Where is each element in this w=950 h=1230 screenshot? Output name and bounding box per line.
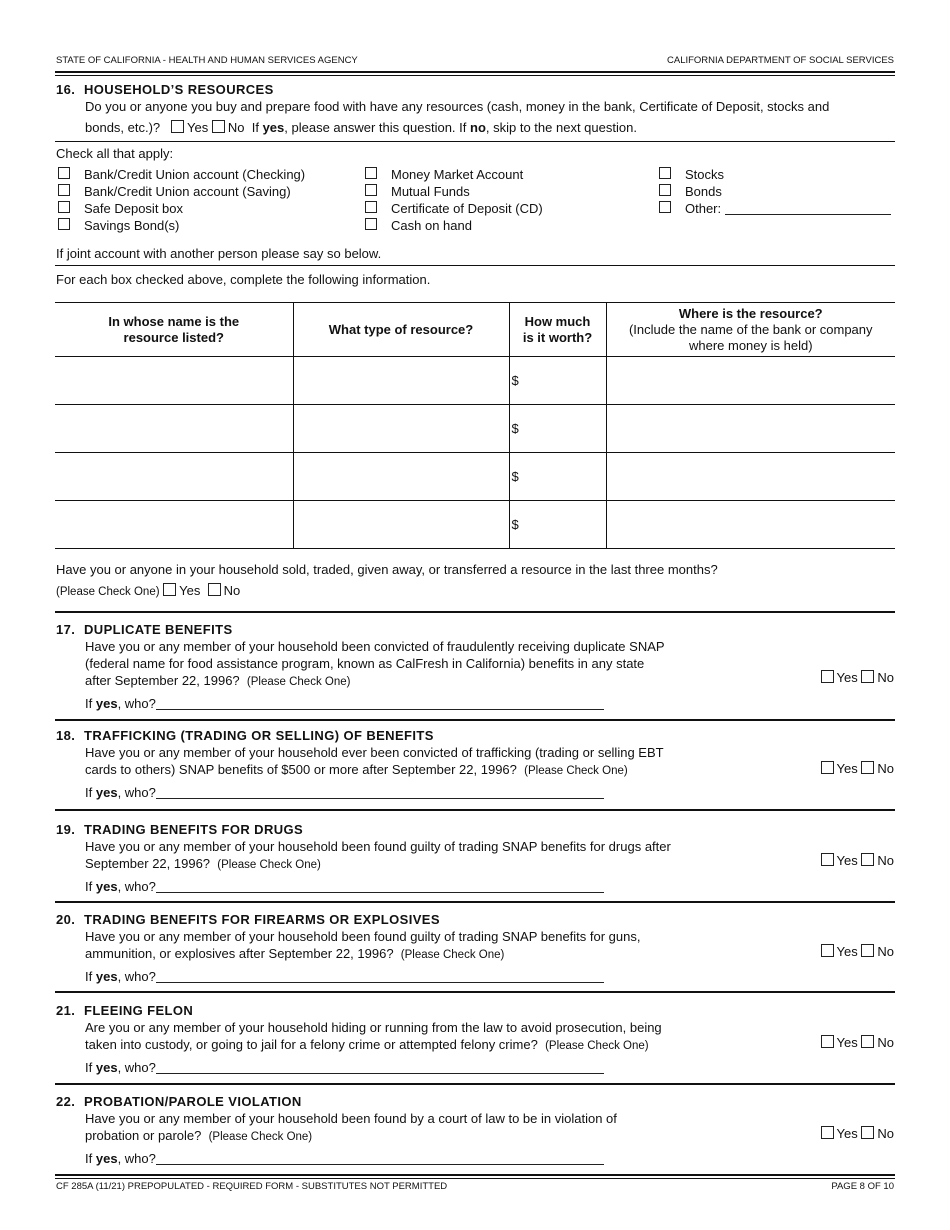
col-header-name: In whose name is the resource listed? [55, 303, 293, 357]
question-title: 19. TRADING BENEFITS FOR DRUGS [56, 822, 304, 837]
table-row [55, 453, 895, 501]
section-16-title: 16. HOUSEHOLD’S RESOURCES [56, 82, 274, 97]
section-16-question: Do you or anyone you buy and prepare food with have any resources (cash, money in the bank, Certificate of Deposit, stocks and [85, 99, 830, 114]
question-21: 21. FLEEING FELON Are you or any member of your household hiding or running from the law to avoid prosecution, being taken into custody, or going to jail for a felony crime or attempted felony crime? (Please Check One) If yes, who? [56, 1002, 756, 1076]
footer-rule [55, 1174, 895, 1176]
yes-checkbox[interactable] [821, 670, 834, 683]
question-title: 20. TRADING BENEFITS FOR FIREARMS OR EXPLOSIVES [56, 912, 440, 927]
where-cell[interactable] [606, 405, 895, 453]
header-agency: STATE OF CALIFORNIA - HEALTH AND HUMAN SERVICES AGENCY [56, 55, 358, 66]
resource-col-2 [365, 166, 543, 234]
yes-checkbox[interactable] [821, 1126, 834, 1139]
question-title: 18. TRAFFICKING (TRADING OR SELLING) OF BENEFITS [56, 728, 434, 743]
checkbox[interactable] [365, 167, 377, 179]
sold-question: Have you or anyone in your household sold, traded, given away, or transferred a resource in the last three months? [56, 562, 718, 577]
type-cell[interactable] [293, 405, 509, 453]
no-checkbox[interactable] [861, 944, 874, 957]
no-checkbox[interactable] [861, 1126, 874, 1139]
question-18: 18. TRAFFICKING (TRADING OR SELLING) OF BENEFITS Have you or any member of your household ever been convicted of trafficking (trading or selling EBT cards to others) SNAP benefits of $500 or more after September 22, 1996? (Please Check One) If yes, who? [56, 727, 756, 801]
who-input[interactable] [156, 1152, 604, 1165]
type-cell[interactable] [293, 453, 509, 501]
yes-checkbox[interactable] [821, 944, 834, 957]
question-20: 20. TRADING BENEFITS FOR FIREARMS OR EXPLOSIVES Have you or any member of your household been found guilty of trading SNAP benefits for guns, ammunition, or explosives after September 22, 1996? (Please Check One) If yes, who? [56, 911, 756, 985]
resources-yes-checkbox[interactable] [171, 120, 184, 133]
resource-option[interactable]: Savings Bond(s) [58, 217, 305, 234]
q17-yes-no: Yes No [821, 670, 894, 685]
resource-table [55, 302, 895, 549]
section-divider [55, 901, 895, 903]
worth-cell[interactable]: $ [509, 405, 606, 453]
name-cell[interactable] [55, 405, 293, 453]
question-title: 22. PROBATION/PAROLE VIOLATION [56, 1094, 302, 1109]
worth-cell[interactable]: $ [509, 501, 606, 549]
q18-yes-no: Yes No [821, 761, 894, 776]
check-all-label: Check all that apply: [56, 146, 174, 161]
sold-yes-checkbox[interactable] [163, 583, 176, 596]
col-header-worth: How much is it worth? [509, 303, 606, 357]
no-checkbox[interactable] [861, 670, 874, 683]
sold-no-checkbox[interactable] [208, 583, 221, 596]
q20-yes-no: Yes No [821, 944, 894, 959]
table-row [55, 501, 895, 549]
no-checkbox[interactable] [861, 853, 874, 866]
resource-option[interactable]: Other: [659, 200, 891, 217]
resource-option[interactable]: Stocks [659, 166, 891, 183]
section-16 [56, 81, 896, 136]
footer-page-number: PAGE 8 OF 10 [831, 1181, 894, 1192]
checkbox[interactable] [58, 184, 70, 196]
resource-option[interactable]: Cash on hand [365, 217, 543, 234]
resource-option[interactable]: Bank/Credit Union account (Saving) [58, 183, 305, 200]
resource-option[interactable]: Certificate of Deposit (CD) [365, 200, 543, 217]
who-input[interactable] [156, 1061, 604, 1074]
resource-option[interactable]: Mutual Funds [365, 183, 543, 200]
q22-yes-no: Yes No [821, 1126, 894, 1141]
checkbox[interactable] [58, 218, 70, 230]
q21-yes-no: Yes No [821, 1035, 894, 1050]
question-17: 17. DUPLICATE BENEFITS Have you or any member of your household been convicted of fraudulently receiving duplicate SNAP (federal name for food assistance program, known as CalFresh in California) benefits in any state after September 22, 1996? (Please Check One) If yes, who? [56, 621, 756, 712]
type-cell[interactable] [293, 501, 509, 549]
resource-col-1 [58, 166, 305, 234]
worth-cell[interactable]: $ [509, 357, 606, 405]
where-cell[interactable] [606, 453, 895, 501]
question-19: 19. TRADING BENEFITS FOR DRUGS Have you or any member of your household been found guilty of trading SNAP benefits for drugs after September 22, 1996? (Please Check One) If yes, who? [56, 821, 756, 895]
table-row [55, 405, 895, 453]
checkbox[interactable] [659, 167, 671, 179]
section-divider [55, 1083, 895, 1085]
where-cell[interactable] [606, 357, 895, 405]
checkbox[interactable] [659, 201, 671, 213]
section-16-question-line2: bonds, etc.)? Yes No If yes, please answer this question. If no, skip to the next question. [85, 120, 637, 135]
who-input[interactable] [156, 786, 604, 799]
col-header-where: Where is the resource? (Include the name of the bank or company where money is held) [606, 303, 895, 357]
other-input[interactable] [725, 202, 891, 215]
checkbox[interactable] [365, 184, 377, 196]
checkbox[interactable] [365, 201, 377, 213]
no-checkbox[interactable] [861, 1035, 874, 1048]
who-input[interactable] [156, 697, 604, 710]
resource-option[interactable]: Safe Deposit box [58, 200, 305, 217]
no-checkbox[interactable] [861, 761, 874, 774]
header-department: CALIFORNIA DEPARTMENT OF SOCIAL SERVICES [667, 55, 894, 66]
resource-col-3 [659, 166, 891, 217]
divider [55, 141, 895, 142]
name-cell[interactable] [55, 453, 293, 501]
yes-checkbox[interactable] [821, 1035, 834, 1048]
section-divider [55, 611, 895, 613]
q19-yes-no: Yes No [821, 853, 894, 868]
col-header-type: What type of resource? [293, 303, 509, 357]
name-cell[interactable] [55, 501, 293, 549]
resource-option[interactable]: Money Market Account [365, 166, 543, 183]
checkbox[interactable] [58, 167, 70, 179]
checkbox[interactable] [659, 184, 671, 196]
each-box-note: For each box checked above, complete the following information. [56, 272, 431, 287]
question-title: 21. FLEEING FELON [56, 1003, 194, 1018]
divider [55, 265, 895, 266]
sold-answer: (Please Check One) Yes No [56, 583, 241, 598]
type-cell[interactable] [293, 357, 509, 405]
table-header-row [55, 303, 895, 357]
who-input[interactable] [156, 970, 604, 983]
resources-no-checkbox[interactable] [212, 120, 225, 133]
worth-cell[interactable]: $ [509, 453, 606, 501]
checkbox[interactable] [58, 201, 70, 213]
who-input[interactable] [156, 880, 604, 893]
checkbox[interactable] [365, 218, 377, 230]
resource-option[interactable]: Bonds [659, 183, 891, 200]
section-divider [55, 809, 895, 811]
header-rule [55, 71, 895, 73]
joint-account-note: If joint account with another person please say so below. [56, 246, 382, 261]
footer-form-id: CF 285A (11/21) PREPOPULATED - REQUIRED FORM - SUBSTITUTES NOT PERMITTED [56, 1181, 448, 1192]
header-rule-2 [55, 75, 895, 76]
name-cell[interactable] [55, 357, 293, 405]
footer-rule-2 [55, 1178, 895, 1179]
table-row [55, 357, 895, 405]
question-22: 22. PROBATION/PAROLE VIOLATION Have you or any member of your household been found by a court of law to be in violation of probation or parole? (Please Check One) If yes, who? [56, 1093, 756, 1167]
resource-option[interactable]: Bank/Credit Union account (Checking) [58, 166, 305, 183]
section-divider [55, 991, 895, 993]
question-title: 17. DUPLICATE BENEFITS [56, 622, 233, 637]
section-divider [55, 719, 895, 721]
yes-checkbox[interactable] [821, 853, 834, 866]
where-cell[interactable] [606, 501, 895, 549]
yes-checkbox[interactable] [821, 761, 834, 774]
